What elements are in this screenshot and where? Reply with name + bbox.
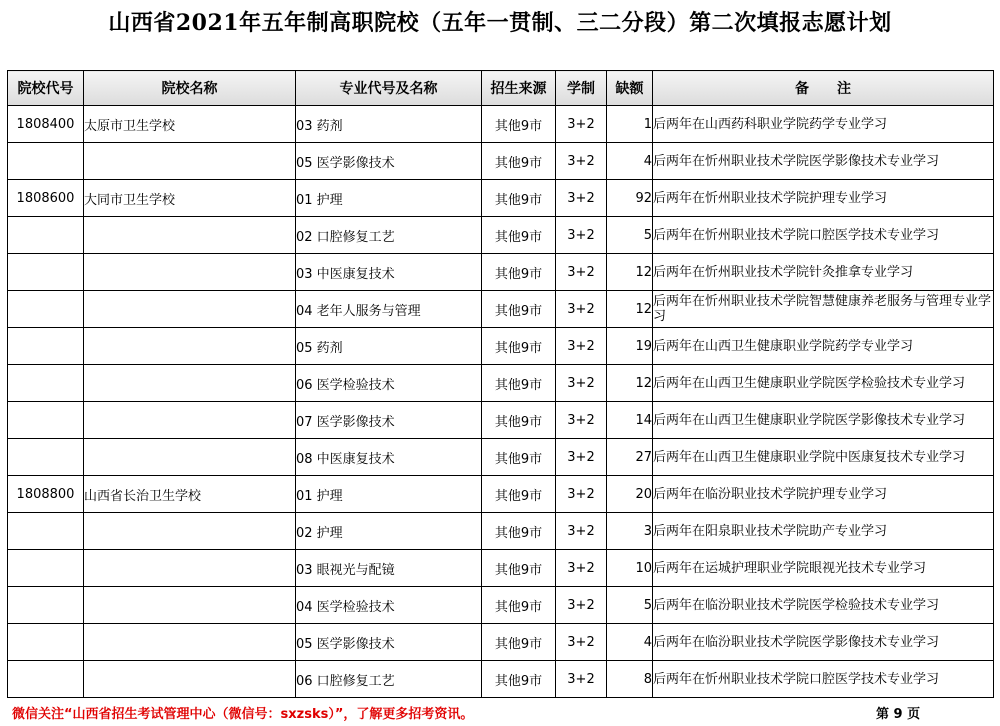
cell-years: 3+2 bbox=[556, 476, 607, 513]
cell-school-name bbox=[84, 513, 296, 550]
cell-quota: 92 bbox=[607, 180, 653, 217]
cell-major: 06 口腔修复工艺 bbox=[296, 661, 482, 698]
cell-note: 后两年在临汾职业技术学院护理专业学习 bbox=[653, 476, 994, 513]
cell-school-code: 1808400 bbox=[8, 106, 84, 143]
cell-source: 其他9市 bbox=[482, 661, 556, 698]
cell-major: 08 中医康复技术 bbox=[296, 439, 482, 476]
cell-note: 后两年在忻州职业技术学院口腔医学技术专业学习 bbox=[653, 217, 994, 254]
table-row bbox=[8, 439, 994, 476]
cell-years: 3+2 bbox=[556, 143, 607, 180]
cell-school-code: 1808800 bbox=[8, 476, 84, 513]
cell-quota: 10 bbox=[607, 550, 653, 587]
cell-major: 01 护理 bbox=[296, 180, 482, 217]
cell-major: 07 医学影像技术 bbox=[296, 402, 482, 439]
cell-note: 后两年在忻州职业技术学院针灸推拿专业学习 bbox=[653, 254, 994, 291]
table-row bbox=[8, 661, 994, 698]
cell-note: 后两年在山西卫生健康职业学院药学专业学习 bbox=[653, 328, 994, 365]
cell-source: 其他9市 bbox=[482, 402, 556, 439]
cell-source: 其他9市 bbox=[482, 254, 556, 291]
cell-school-code bbox=[8, 439, 84, 476]
cell-source: 其他9市 bbox=[482, 143, 556, 180]
cell-school-name bbox=[84, 402, 296, 439]
table-row bbox=[8, 513, 994, 550]
cell-source: 其他9市 bbox=[482, 513, 556, 550]
cell-major: 05 药剂 bbox=[296, 328, 482, 365]
cell-note: 后两年在山西卫生健康职业学院医学检验技术专业学习 bbox=[653, 365, 994, 402]
table-row bbox=[8, 106, 994, 143]
cell-note: 后两年在山西药科职业学院药学专业学习 bbox=[653, 106, 994, 143]
cell-source: 其他9市 bbox=[482, 587, 556, 624]
header-school-code: 院校代号 bbox=[8, 71, 84, 106]
cell-years: 3+2 bbox=[556, 513, 607, 550]
cell-major: 03 药剂 bbox=[296, 106, 482, 143]
cell-school-code bbox=[8, 661, 84, 698]
cell-source: 其他9市 bbox=[482, 476, 556, 513]
cell-school-name: 太原市卫生学校 bbox=[84, 106, 296, 143]
table-row bbox=[8, 254, 994, 291]
table-row bbox=[8, 180, 994, 217]
cell-major: 06 医学检验技术 bbox=[296, 365, 482, 402]
cell-major: 03 中医康复技术 bbox=[296, 254, 482, 291]
cell-school-name bbox=[84, 661, 296, 698]
table-row bbox=[8, 402, 994, 439]
cell-school-code bbox=[8, 587, 84, 624]
cell-school-name bbox=[84, 328, 296, 365]
cell-source: 其他9市 bbox=[482, 328, 556, 365]
header-note: 备 注 bbox=[653, 71, 994, 106]
header-school-name: 院校名称 bbox=[84, 71, 296, 106]
header-source: 招生来源 bbox=[482, 71, 556, 106]
table-row bbox=[8, 587, 994, 624]
cell-source: 其他9市 bbox=[482, 365, 556, 402]
cell-school-name bbox=[84, 365, 296, 402]
cell-school-name bbox=[84, 439, 296, 476]
cell-note: 后两年在忻州职业技术学院医学影像技术专业学习 bbox=[653, 143, 994, 180]
cell-major: 04 老年人服务与管理 bbox=[296, 291, 482, 328]
table-row bbox=[8, 143, 994, 180]
cell-quota: 5 bbox=[607, 587, 653, 624]
cell-school-code bbox=[8, 254, 84, 291]
cell-school-code bbox=[8, 328, 84, 365]
table-row bbox=[8, 365, 994, 402]
cell-years: 3+2 bbox=[556, 439, 607, 476]
cell-quota: 4 bbox=[607, 624, 653, 661]
cell-school-code bbox=[8, 402, 84, 439]
cell-source: 其他9市 bbox=[482, 550, 556, 587]
cell-note: 后两年在山西卫生健康职业学院中医康复技术专业学习 bbox=[653, 439, 994, 476]
cell-source: 其他9市 bbox=[482, 106, 556, 143]
cell-note: 后两年在忻州职业技术学院口腔医学技术专业学习 bbox=[653, 661, 994, 698]
cell-source: 其他9市 bbox=[482, 439, 556, 476]
cell-quota: 1 bbox=[607, 106, 653, 143]
cell-years: 3+2 bbox=[556, 550, 607, 587]
cell-years: 3+2 bbox=[556, 365, 607, 402]
cell-school-code bbox=[8, 291, 84, 328]
cell-quota: 3 bbox=[607, 513, 653, 550]
cell-major: 02 口腔修复工艺 bbox=[296, 217, 482, 254]
cell-note: 后两年在忻州职业技术学院智慧健康养老服务与管理专业学习 bbox=[653, 291, 994, 328]
cell-school-code bbox=[8, 143, 84, 180]
cell-major: 05 医学影像技术 bbox=[296, 143, 482, 180]
table-row bbox=[8, 217, 994, 254]
cell-source: 其他9市 bbox=[482, 624, 556, 661]
cell-years: 3+2 bbox=[556, 624, 607, 661]
cell-quota: 5 bbox=[607, 217, 653, 254]
cell-source: 其他9市 bbox=[482, 180, 556, 217]
cell-note: 后两年在临汾职业技术学院医学影像技术专业学习 bbox=[653, 624, 994, 661]
cell-major: 05 医学影像技术 bbox=[296, 624, 482, 661]
cell-school-name bbox=[84, 291, 296, 328]
cell-note: 后两年在临汾职业技术学院医学检验技术专业学习 bbox=[653, 587, 994, 624]
cell-school-name bbox=[84, 624, 296, 661]
header-major: 专业代号及名称 bbox=[296, 71, 482, 106]
cell-quota: 12 bbox=[607, 254, 653, 291]
cell-years: 3+2 bbox=[556, 291, 607, 328]
cell-note: 后两年在运城护理职业学院眼视光技术专业学习 bbox=[653, 550, 994, 587]
cell-quota: 4 bbox=[607, 143, 653, 180]
cell-quota: 14 bbox=[607, 402, 653, 439]
cell-school-code bbox=[8, 365, 84, 402]
cell-major: 04 医学检验技术 bbox=[296, 587, 482, 624]
cell-years: 3+2 bbox=[556, 180, 607, 217]
cell-quota: 8 bbox=[607, 661, 653, 698]
cell-quota: 12 bbox=[607, 365, 653, 402]
cell-school-name: 大同市卫生学校 bbox=[84, 180, 296, 217]
cell-school-code bbox=[8, 550, 84, 587]
page-number: 第 9 页 bbox=[876, 707, 921, 722]
cell-years: 3+2 bbox=[556, 254, 607, 291]
wechat-notice: 微信关注“山西省招生考试管理中心（微信号：sxzsks）”，了解更多招考资讯。 bbox=[12, 707, 474, 722]
cell-quota: 12 bbox=[607, 291, 653, 328]
cell-quota: 19 bbox=[607, 328, 653, 365]
enrollment-plan-table bbox=[7, 70, 994, 698]
cell-years: 3+2 bbox=[556, 661, 607, 698]
cell-school-code bbox=[8, 513, 84, 550]
header-quota: 缺额 bbox=[607, 71, 653, 106]
cell-years: 3+2 bbox=[556, 402, 607, 439]
cell-school-name: 山西省长治卫生学校 bbox=[84, 476, 296, 513]
table-row bbox=[8, 624, 994, 661]
cell-school-name bbox=[84, 550, 296, 587]
table-row bbox=[8, 291, 994, 328]
table-row bbox=[8, 328, 994, 365]
cell-major: 01 护理 bbox=[296, 476, 482, 513]
table-header-row bbox=[8, 71, 994, 106]
cell-school-code bbox=[8, 217, 84, 254]
table-row bbox=[8, 476, 994, 513]
cell-source: 其他9市 bbox=[482, 217, 556, 254]
page-title: 山西省2021年五年制高职院校（五年一贯制、三二分段）第二次填报志愿计划 bbox=[108, 10, 892, 36]
cell-school-code: 1808600 bbox=[8, 180, 84, 217]
cell-years: 3+2 bbox=[556, 217, 607, 254]
cell-note: 后两年在山西卫生健康职业学院医学影像技术专业学习 bbox=[653, 402, 994, 439]
cell-school-code bbox=[8, 624, 84, 661]
cell-major: 02 护理 bbox=[296, 513, 482, 550]
header-years: 学制 bbox=[556, 71, 607, 106]
cell-quota: 20 bbox=[607, 476, 653, 513]
cell-years: 3+2 bbox=[556, 106, 607, 143]
cell-note: 后两年在阳泉职业技术学院助产专业学习 bbox=[653, 513, 994, 550]
cell-years: 3+2 bbox=[556, 587, 607, 624]
cell-quota: 27 bbox=[607, 439, 653, 476]
cell-years: 3+2 bbox=[556, 328, 607, 365]
table-row bbox=[8, 550, 994, 587]
cell-note: 后两年在忻州职业技术学院护理专业学习 bbox=[653, 180, 994, 217]
cell-school-name bbox=[84, 143, 296, 180]
table-body bbox=[8, 106, 994, 698]
cell-major: 03 眼视光与配镜 bbox=[296, 550, 482, 587]
cell-school-name bbox=[84, 217, 296, 254]
cell-source: 其他9市 bbox=[482, 291, 556, 328]
cell-school-name bbox=[84, 254, 296, 291]
cell-school-name bbox=[84, 587, 296, 624]
